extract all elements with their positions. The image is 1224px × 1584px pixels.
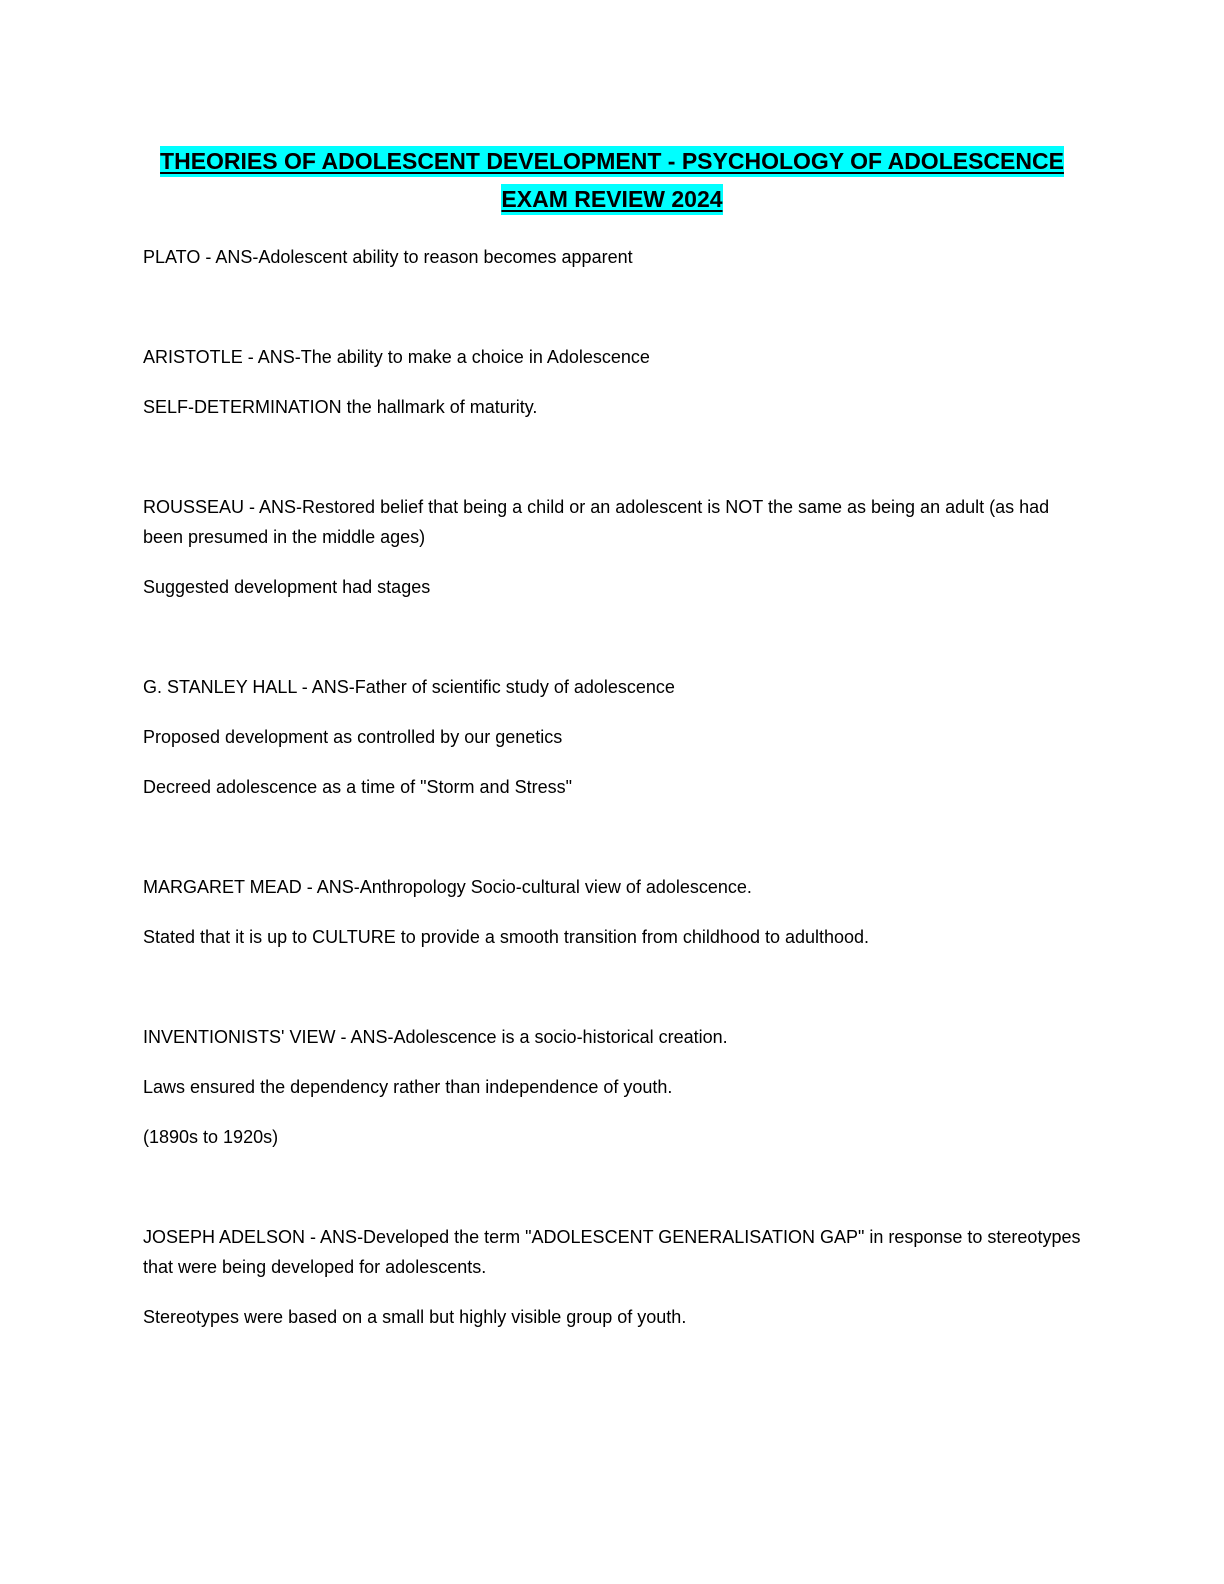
entry-joseph-adelson (143, 1222, 1083, 1332)
entry-paragraph: G. STANLEY HALL - ANS-Father of scientific study of adolescence (143, 677, 675, 697)
title-line-2: EXAM REVIEW 2024 (501, 184, 722, 215)
entry-stanley-hall (143, 672, 1083, 802)
entry-inventionists-view (143, 1022, 1083, 1152)
entry-paragraph: JOSEPH ADELSON - ANS-Developed the term "ADOLESCENT GENERALISATION GAP" in response to stereotypes that were being developed for adolescents. (143, 1227, 1081, 1277)
entry-margaret-mead (143, 872, 1083, 952)
title-line-1: THEORIES OF ADOLESCENT DEVELOPMENT - PSYCHOLOGY OF ADOLESCENCE (160, 146, 1064, 177)
entry-paragraph: Proposed development as controlled by our genetics (143, 727, 563, 747)
entry-aristotle (143, 342, 1083, 422)
entry-paragraph: Stereotypes were based on a small but highly visible group of youth. (143, 1307, 687, 1327)
entry-rousseau (143, 492, 1083, 602)
entry-paragraph: Decreed adolescence as a time of "Storm and Stress" (143, 777, 572, 797)
entry-paragraph: Suggested development had stages (143, 577, 431, 597)
entry-paragraph: SELF-DETERMINATION the hallmark of maturity. (143, 397, 538, 417)
entry-paragraph: Stated that it is up to CULTURE to provide a smooth transition from childhood to adulthood. (143, 927, 870, 947)
entry-paragraph: ROUSSEAU - ANS-Restored belief that being a child or an adolescent is NOT the same as being an adult (as had been presumed in the middle ages) (143, 497, 1050, 547)
entry-paragraph: PLATO - ANS-Adolescent ability to reason becomes apparent (143, 247, 633, 267)
entry-paragraph: MARGARET MEAD - ANS-Anthropology Socio-cultural view of adolescence. (143, 877, 752, 897)
entry-paragraph: (1890s to 1920s) (143, 1127, 279, 1147)
entry-paragraph: ARISTOTLE - ANS-The ability to make a choice in Adolescence (143, 347, 650, 367)
entry-plato (143, 242, 1083, 272)
document-body (143, 242, 1083, 1402)
document-title (100, 142, 1124, 218)
entry-paragraph: INVENTIONISTS' VIEW - ANS-Adolescence is a socio-historical creation. (143, 1027, 728, 1047)
entry-paragraph: Laws ensured the dependency rather than independence of youth. (143, 1077, 673, 1097)
